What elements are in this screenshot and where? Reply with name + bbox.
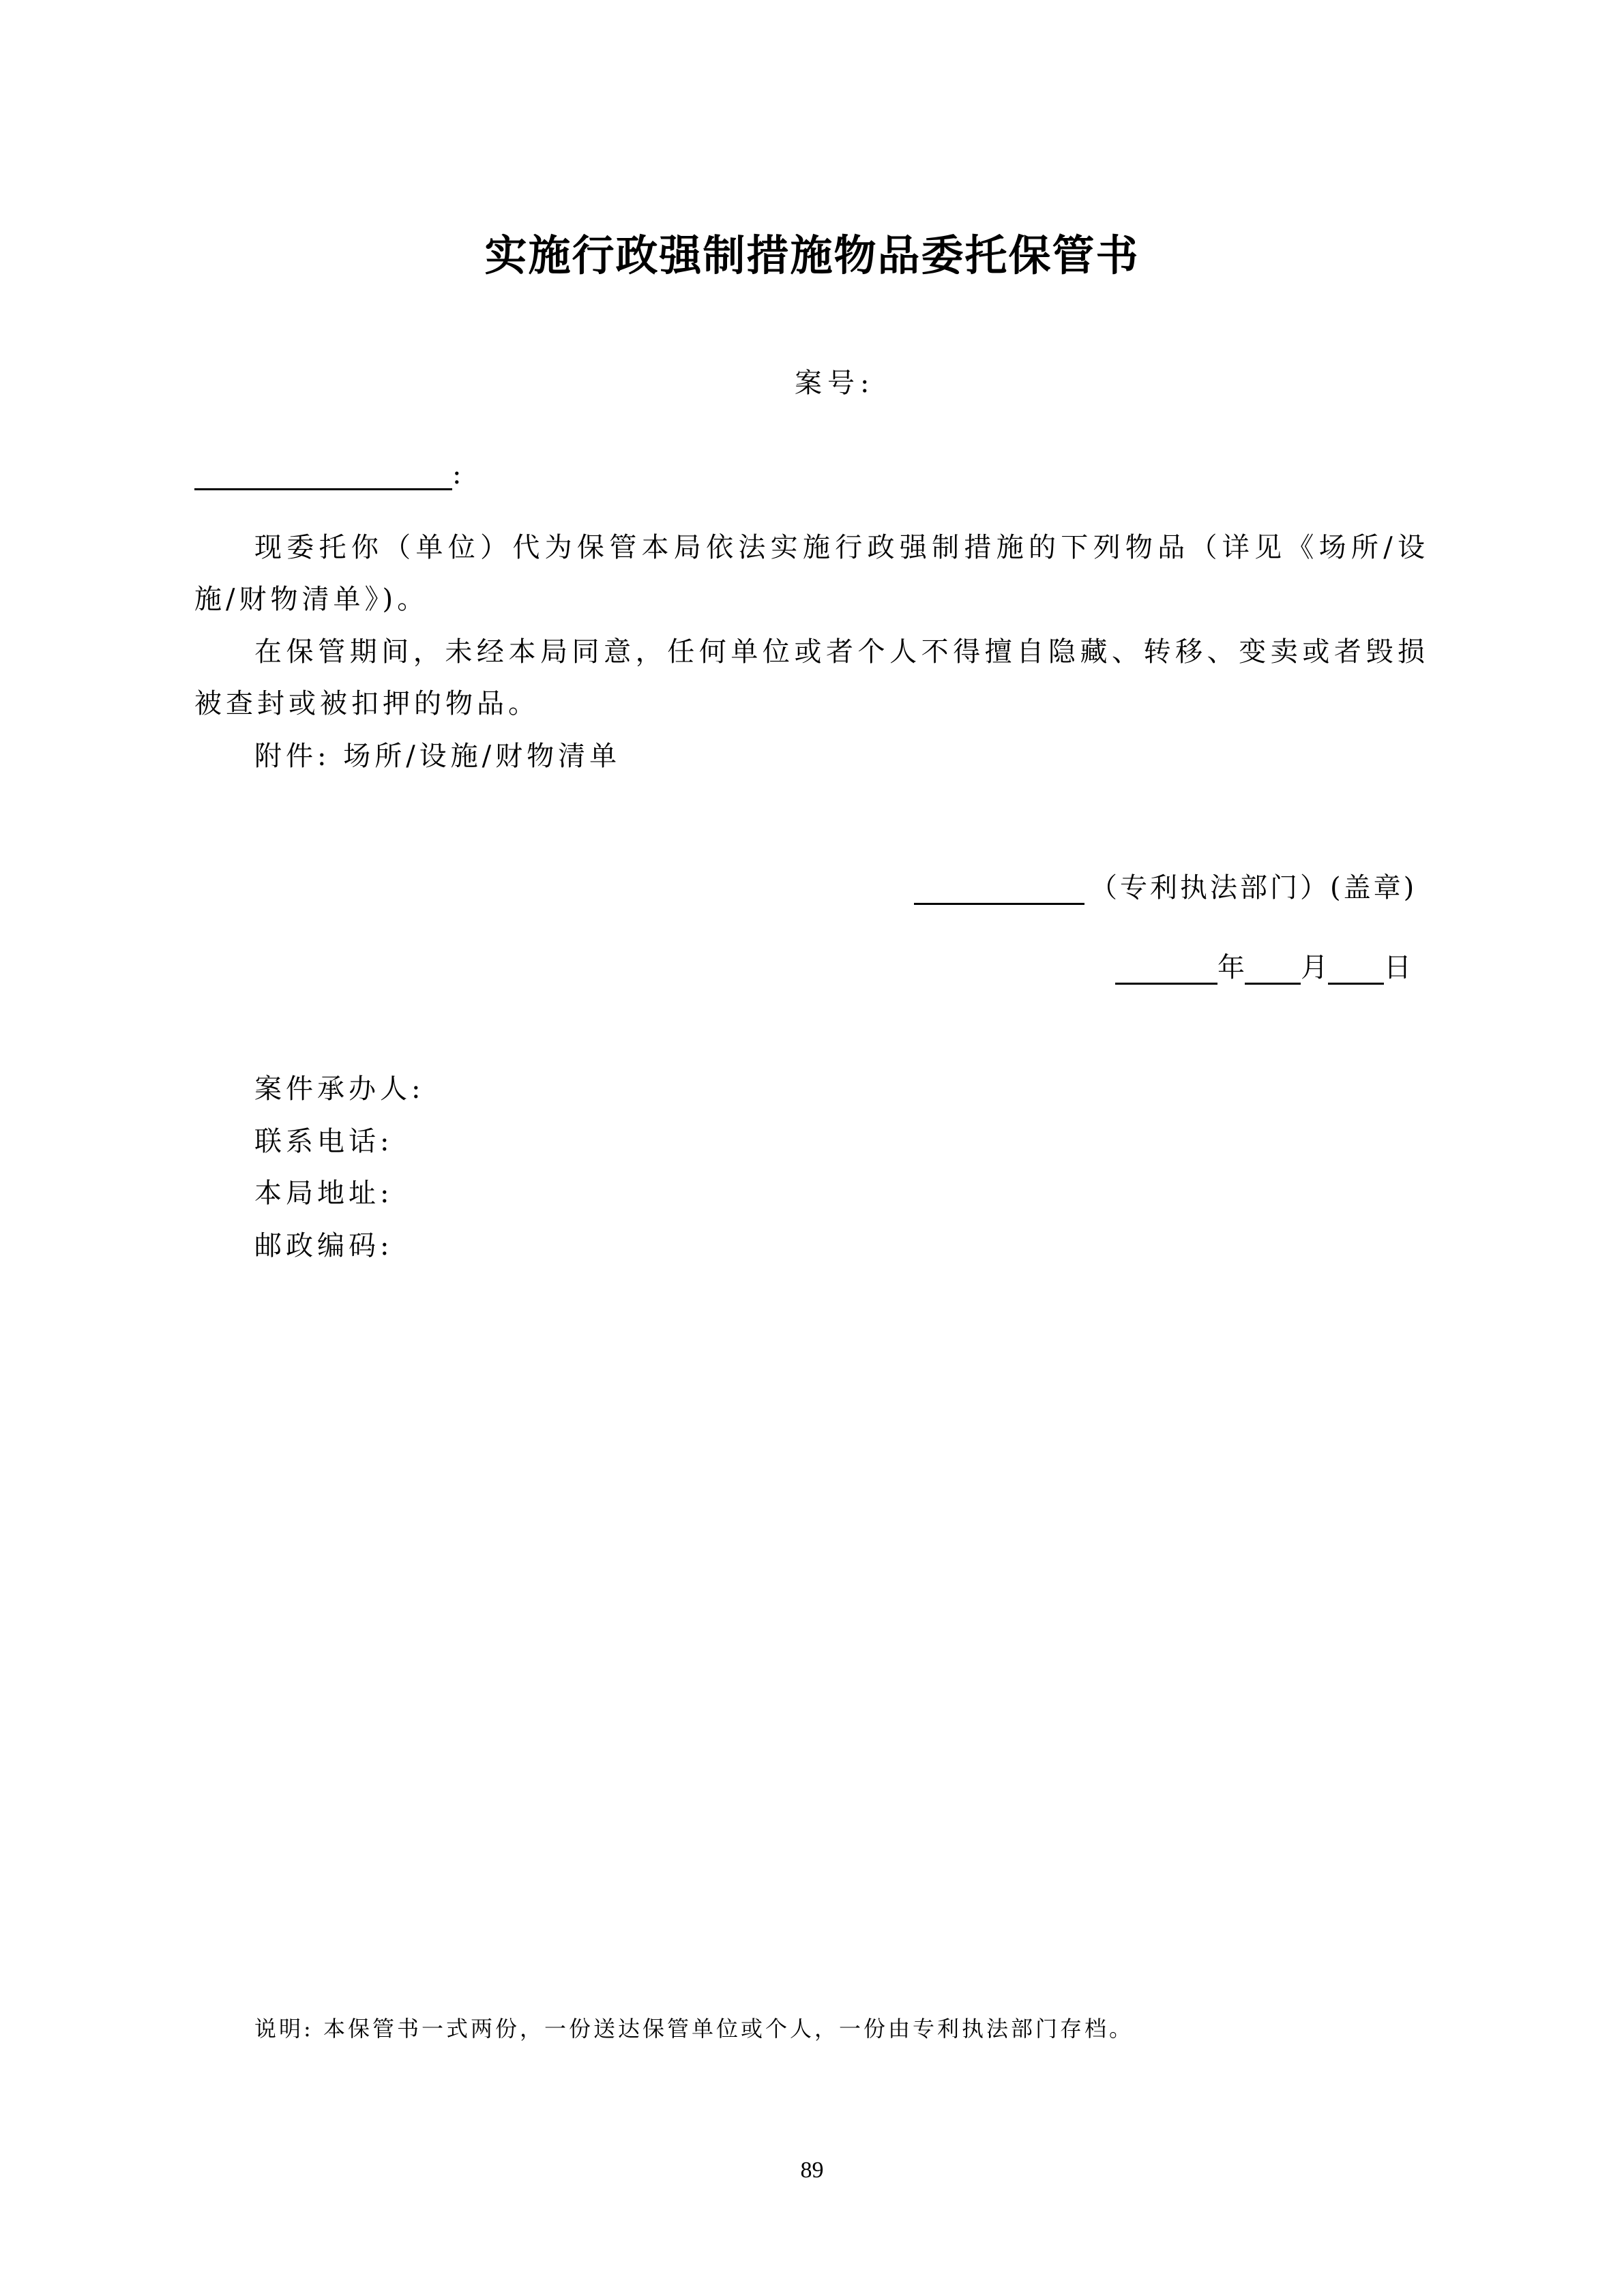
month-label: 月 [1301, 952, 1328, 983]
postcode-label: 邮政编码: [254, 1230, 394, 1262]
month-blank [1245, 953, 1301, 985]
addressee-line [194, 458, 461, 490]
paragraph-attachment: 附件: 场所/设施/财物清单 [254, 741, 621, 772]
page-number: 89 [800, 2158, 824, 2183]
document-title: 实施行政强制措施物品委托保管书 [484, 230, 1140, 280]
day-label: 日 [1384, 952, 1411, 983]
day-blank [1328, 953, 1384, 985]
year-label: 年 [1217, 952, 1245, 983]
paragraph-restriction: 在保管期间，未经本局同意，任何单位或者个人不得擅自隐藏、转移、变卖或者毁损被查封或被扣押的物品。 [194, 636, 1429, 719]
signature-line [914, 866, 1417, 905]
paragraph-entrust: 现委托你（单位）代为保管本局依法实施行政强制措施的下列物品（详见《场所/设施/财物清单》)。 [194, 532, 1429, 615]
department-blank [914, 873, 1084, 905]
addressee-colon: : [452, 459, 462, 490]
handler-label: 案件承办人: [254, 1073, 425, 1105]
case-number-label: 案号: [795, 368, 875, 399]
year-blank [1115, 953, 1217, 985]
phone-label: 联系电话: [254, 1126, 394, 1157]
signature-label: （专利执法部门）(盖章) [1090, 872, 1417, 904]
addressee-blank [194, 458, 452, 490]
footnote: 说明: 本保管书一式两份，一份送达保管单位或个人，一份由专利执法部门存档。 [254, 2016, 1134, 2042]
date-line [1115, 946, 1411, 985]
address-label: 本局地址: [254, 1178, 394, 1209]
